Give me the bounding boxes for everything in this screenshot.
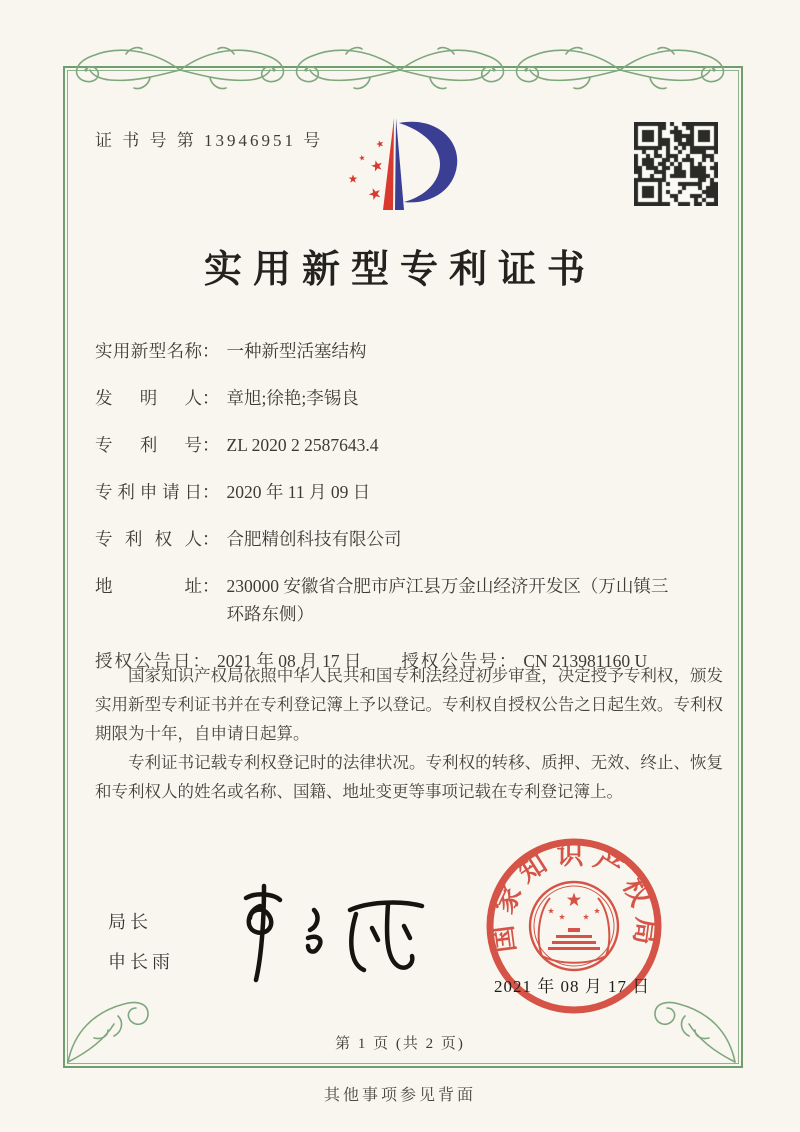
field-row-name: 实用新型名称 ： 一种新型活塞结构 bbox=[95, 337, 670, 365]
grant-number-label: 授权公告号 bbox=[401, 651, 499, 671]
grant-date-value: 2021 年 08 月 17 日 bbox=[217, 651, 362, 671]
field-row-filing-date: 专利申请日 ： 2020 年 11 月 09 日 bbox=[95, 478, 670, 506]
logo-wedge-blue bbox=[395, 118, 404, 210]
field-row-patentee: 专利权人 ： 合肥精创科技有限公司 bbox=[95, 525, 670, 553]
cnipa-logo-icon bbox=[330, 108, 510, 238]
grant-number-value: CN 213981160 U bbox=[523, 651, 648, 671]
signer-block bbox=[108, 902, 174, 982]
field-value: 合肥精创科技有限公司 bbox=[226, 529, 402, 549]
field-row-patent-no: 专利号 ： ZL 2020 2 2587643.4 bbox=[95, 431, 670, 459]
field-row-inventors: 发明人 ： 章旭;徐艳;李锡良 bbox=[95, 384, 670, 412]
grant-date-label: 授权公告日 bbox=[95, 651, 193, 671]
top-flourish-ornament bbox=[30, 40, 770, 94]
logo-stars bbox=[349, 139, 385, 201]
director-signature bbox=[222, 876, 437, 988]
qr-code bbox=[634, 122, 718, 206]
national-emblem-icon bbox=[530, 882, 618, 970]
certificate-number: 证 书 号 第 13946951 号 bbox=[95, 131, 324, 150]
field-label: 实用新型名称 bbox=[95, 341, 202, 361]
field-value: ZL 2020 2 2587643.4 bbox=[226, 435, 379, 455]
field-value: 一种新型活塞结构 bbox=[226, 341, 367, 361]
field-label: 专利权人 bbox=[95, 529, 202, 549]
field-row-address: 地址 ： 230000 安徽省合肥市庐江县万金山经济开发区（万山镇三环路东侧） bbox=[95, 572, 670, 628]
back-note: 其他事项参见背面 bbox=[323, 1087, 476, 1104]
field-value: 230000 安徽省合肥市庐江县万金山经济开发区（万山镇三环路东侧） bbox=[226, 576, 669, 624]
page-title: 实用新型专利证书 bbox=[203, 249, 596, 291]
legal-paragraph-2: 专利证书记载专利权登记时的法律状况。专利权的转移、质押、无效、终止、恢复和专利权人的姓名或名称、国籍、地址变更等事项记载在专利登记簿上。 bbox=[95, 753, 723, 801]
seal-text: 国家知识产权局 bbox=[486, 840, 662, 955]
logo-p-bowl bbox=[399, 122, 457, 203]
director-title: 局长 bbox=[108, 912, 152, 932]
logo-wedge-red bbox=[383, 118, 394, 210]
field-label: 发明人 bbox=[95, 388, 202, 408]
field-label: 专利号 bbox=[95, 435, 202, 455]
page-number: 第 1 页 (共 2 页) bbox=[335, 1036, 465, 1052]
field-value: 章旭;徐艳;李锡良 bbox=[226, 388, 359, 408]
bottom-left-flourish-ornament bbox=[64, 994, 154, 1064]
field-list bbox=[95, 337, 670, 675]
grant-date-group: 授权公告日 ： 2021 年 08 月 17 日 bbox=[95, 647, 361, 675]
grant-number-group: 授权公告号 ： CN 213981160 U bbox=[401, 647, 647, 675]
field-value: 2020 年 11 月 09 日 bbox=[226, 482, 371, 502]
legal-text bbox=[95, 661, 723, 806]
legal-paragraph-1: 国家知识产权局依照中华人民共和国专利法经过初步审查，决定授予专利权，颁发实用新型专利证书并在专利登记簿上予以登记。专利权自授权公告之日起生效。专利权期限为十年，自申请日起算。 bbox=[95, 666, 723, 743]
director-name: 申长雨 bbox=[108, 952, 174, 972]
field-label: 专利申请日 bbox=[95, 482, 202, 502]
seal-date: 2021 年 08 月 17 日 bbox=[494, 977, 651, 996]
field-label: 地址 bbox=[95, 576, 202, 596]
